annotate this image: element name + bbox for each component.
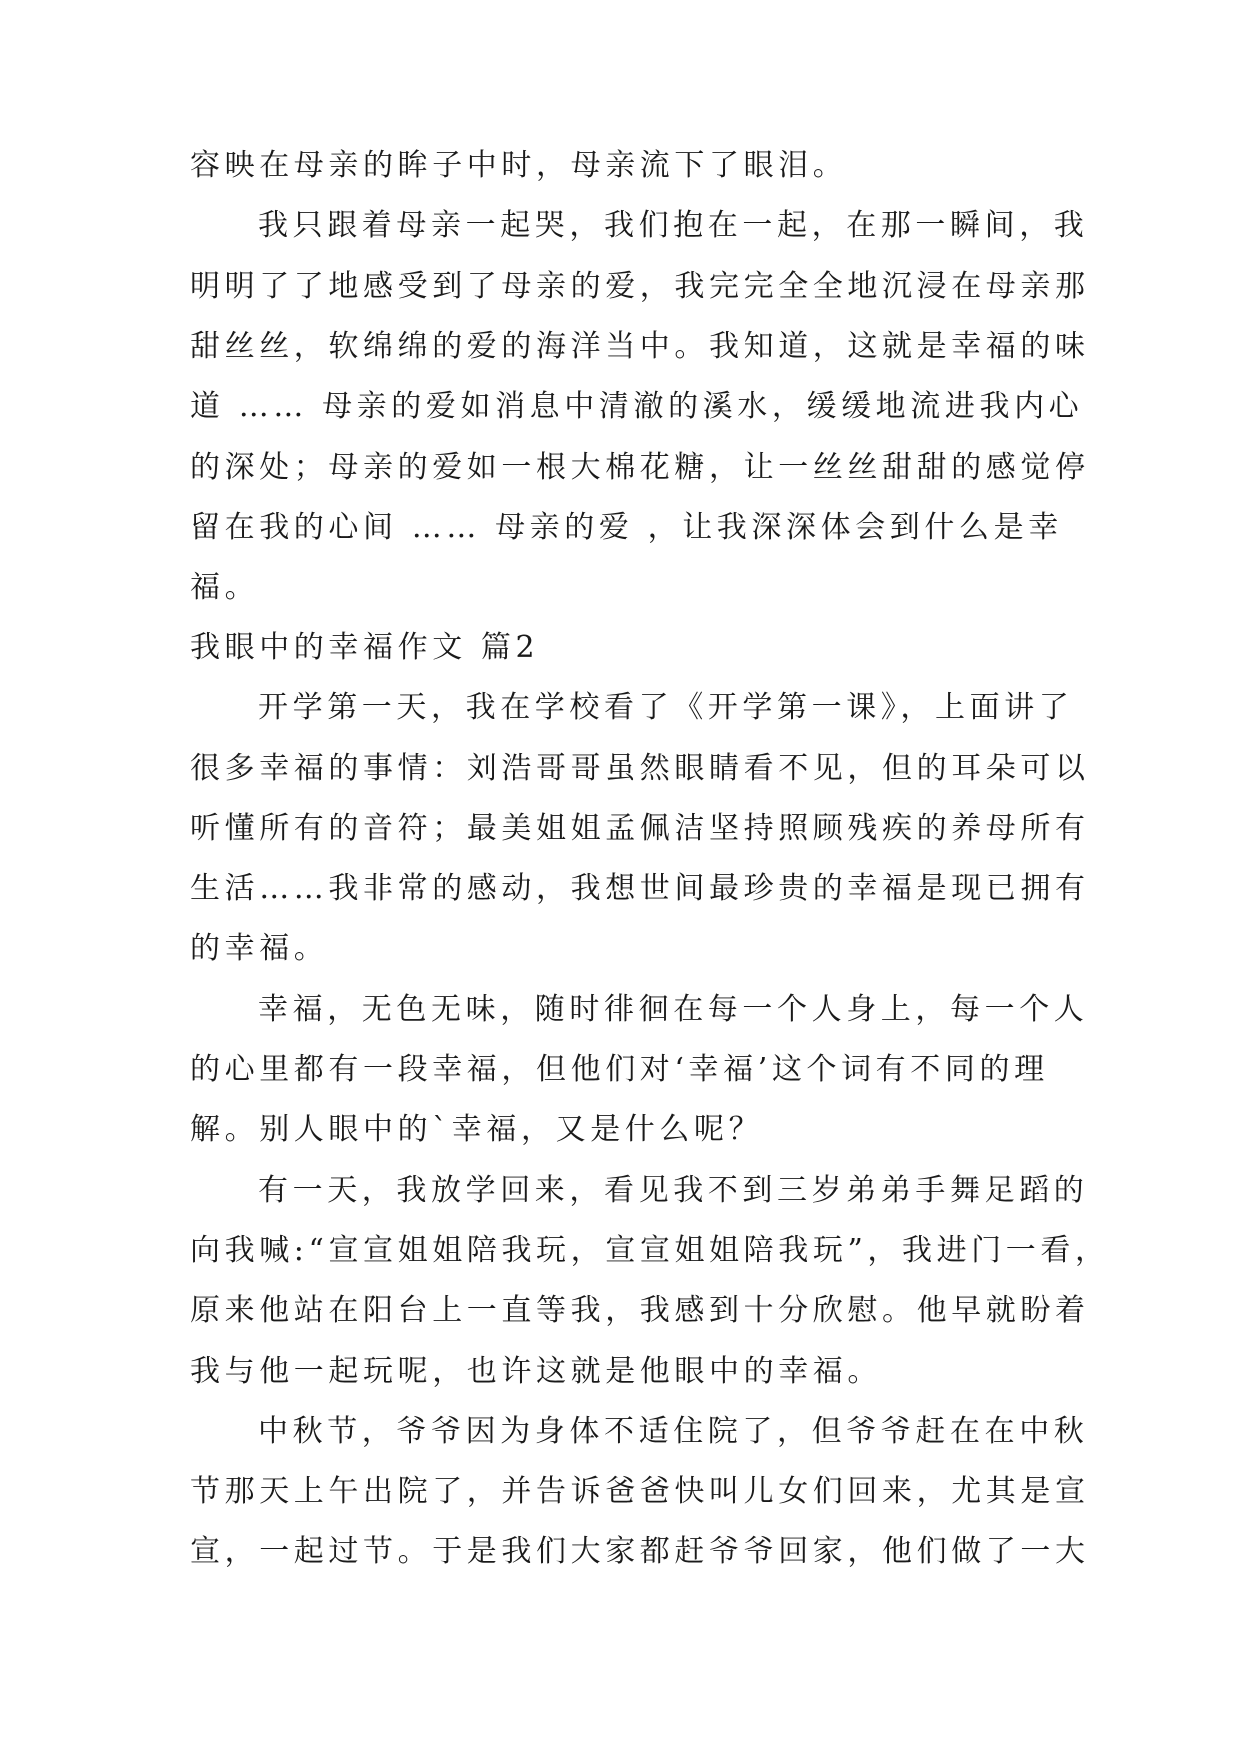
text-line: 中秋节，爷爷因为身体不适住院了，但爷爷赶在在中秋: [258, 1414, 1089, 1449]
text-line: 节那天上午出院了，并告诉爸爸快叫儿女们回来，尤其是宣: [190, 1474, 1090, 1509]
text-line: 明明了了地感受到了母亲的爱，我完完全全地沉浸在母亲那: [190, 269, 1090, 304]
text-line: 我只跟着母亲一起哭，我们抱在一起，在那一瞬间，我: [258, 208, 1089, 243]
text-line: 原来他站在阳台上一直等我，我感到十分欣慰。他早就盼着: [190, 1293, 1090, 1328]
text-line: 留在我的心间 …… 母亲的爱 ，让我深深体会到什么是幸: [190, 510, 1063, 545]
text-line: 向我喊:“宣宣姐姐陪我玩，宣宣姐姐陪我玩”，我进门一看，: [190, 1233, 1110, 1268]
text-line: 宣，一起过节。于是我们大家都赶爷爷回家，他们做了一大: [190, 1534, 1090, 1569]
text-line: 很多幸福的事情：刘浩哥哥虽然眼睛看不见，但的耳朵可以: [190, 751, 1090, 786]
text-line: 的深处；母亲的爱如一根大棉花糖，让一丝丝甜甜的感觉停: [190, 450, 1090, 485]
section-heading: 我眼中的幸福作文 篇2: [190, 630, 540, 665]
text-line: 开学第一天，我在学校看了《开学第一课》，上面讲了: [258, 690, 1074, 725]
text-line: 幸福，无色无味，随时徘徊在每一个人身上，每一个人: [258, 992, 1089, 1027]
text-line: 有一天，我放学回来，看见我不到三岁弟弟手舞足蹈的: [258, 1173, 1089, 1208]
text-line: 的幸福。: [190, 931, 329, 966]
text-line: 福。: [190, 570, 260, 605]
text-line: 的心里都有一段幸福，但他们对‘幸福’这个词有不同的理: [190, 1052, 1049, 1087]
text-line: 道 …… 母亲的爱如消息中清澈的溪水，缓缓地流进我内心: [190, 389, 1084, 424]
text-line: 容映在母亲的眸子中时，母亲流下了眼泪。: [190, 148, 848, 183]
text-line: 我与他一起玩呢，也许这就是他眼中的幸福。: [190, 1354, 882, 1389]
text-line: 解。别人眼中的`幸福，又是什么呢？: [190, 1112, 764, 1147]
text-line: 生活……我非常的感动，我想世间最珍贵的幸福是现已拥有: [190, 871, 1090, 906]
text-line: 甜丝丝，软绵绵的爱的海洋当中。我知道，这就是幸福的味: [190, 329, 1090, 364]
text-line: 听懂所有的音符；最美姐姐孟佩洁坚持照顾残疾的养母所有: [190, 811, 1090, 846]
